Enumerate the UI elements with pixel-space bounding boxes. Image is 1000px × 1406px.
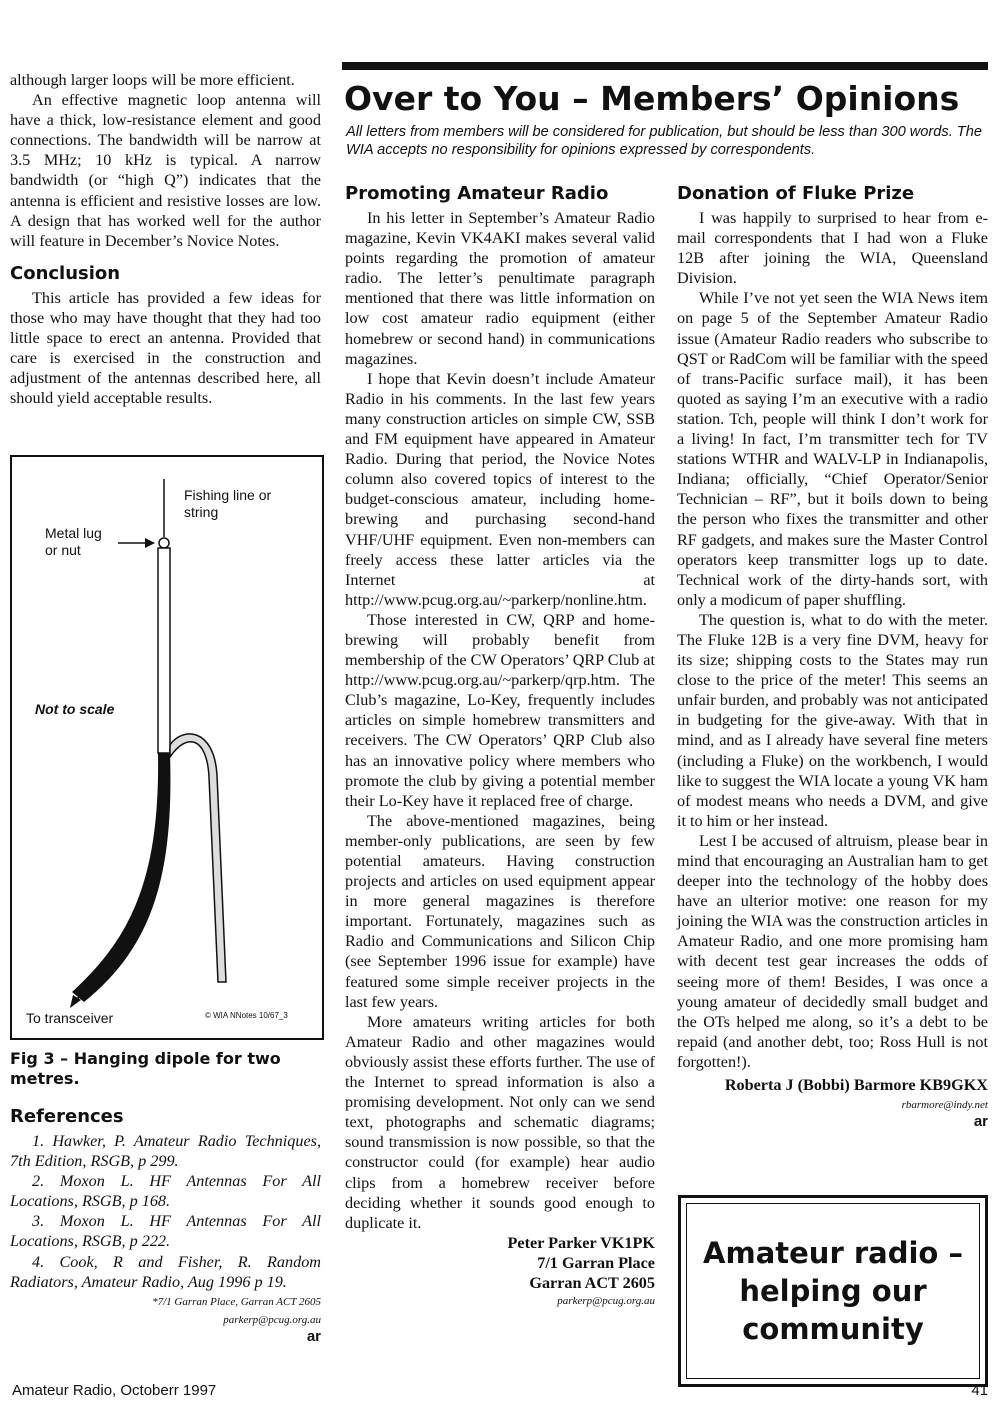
section-rule <box>342 62 988 70</box>
letter2-email: rbarmore@indy.net <box>901 1099 988 1112</box>
letter1-paragraph: In his letter in September’s Amateur Radio magazine, Kevin VK4AKI makes several valid points regarding the promotion of amateur radio. The letter’s penultimate paragraph mentioned that there was little information on low cost amateur radio equipment (either homebrew or second hand) in communications magazines. <box>345 209 655 368</box>
letter1-email: parkerp@pcug.org.au <box>557 1295 655 1308</box>
letter1-paragraph: I hope that Kevin doesn’t include Amateur Radio in his comments. In the last few years many construction articles on simple CW, SSB and FM equipment have appeared in Amateur Radio. During that period, the Novice Notes column also covered topics of interest to the budget-conscious amateur, including home-brewing and purchasing second-hand VHF/UHF equipment. Even non-members can freely access these latter articles via the Internet at http://www.pcug.org.au/~parkerp/nonline.htm. <box>345 369 655 609</box>
section-title: Over to You – Members’ Opinions <box>344 79 960 118</box>
letter1-signature: 7/1 Garran Place <box>537 1253 655 1272</box>
reference-item: 2. Moxon L. HF Antennas For All Locations, RSGB, p 168. <box>10 1172 321 1211</box>
intro-paragraph: although larger loops will be more efficient. <box>10 71 295 89</box>
reference-item: 1. Hawker, P. Amateur Radio Techniques, 7th Edition, RSGB, p 299. <box>10 1132 321 1171</box>
letter1-heading: Promoting Amateur Radio <box>345 183 609 204</box>
label-fishing-line: Fishing line or string <box>184 487 272 520</box>
letter2-paragraph: The question is, what to do with the meter. The Fluke 12B is a very fine DVM, heavy for its size; shipping costs to the States may run close to the price of the meter! This seems an unfair burden, and probably was not anticipated in budgeting for the give-away. With that in mind, and as I already have several fine meters (including a Fluke) on the workbench, I would like to suggest the WIA locate a young VK ham of modest means who needs a DVM, and give it to him or her instead. <box>677 610 988 830</box>
letter2-heading: Donation of Fluke Prize <box>677 183 915 204</box>
figure-copyright: © WIA NNotes 10/67_3 <box>205 1011 288 1020</box>
promo-box <box>678 1195 988 1387</box>
label-metal-lug: Metal lug or nut <box>45 525 102 558</box>
letter1-paragraph: The above-mentioned magazines, being member-only publications, are seen by few potential amateurs. Having construction projects and articles on used equipment appear in more general magazines is therefore important. Fortunately, magazines such as Radio and Communications and Silicon Chip (see September 1996 issue for example) have featured some simple receiver projects in the last few years. <box>345 811 655 1011</box>
figure-hanging-dipole <box>10 455 324 1040</box>
letter1-signature: Peter Parker VK1PK <box>507 1233 655 1252</box>
letter1-paragraph: More amateurs writing articles for both Amateur Radio and other magazines would obviously assist these efforts further. The use of the Internet to spread information is also a promising development. Not only can we send text, photographs and schematic diagrams; sound transmission is now possible, so that the constructor could (for example) hear audio clips from a homebrew receiver before deciding whether it sounds good enough to duplicate it. <box>345 1012 655 1232</box>
intro-paragraph: An effective magnetic loop antenna will have a thick, low-resistance element and good connections. The bandwidth will be narrow at 3.5 MHz; 10 kHz is typical. A narrow bandwidth (or “high Q”) indicates that the antenna is efficient and resistive losses are low. A design that has worked well for the author will feature in December’s Novice Notes. <box>10 91 321 250</box>
references-section <box>10 1106 321 1345</box>
author-address: *7/1 Garran Place, Garran ACT 2605 <box>152 1295 321 1308</box>
letter2-signature: Roberta J (Bobbi) Barmore KB9GKX <box>724 1076 988 1095</box>
letter2-paragraph: I was happily to surprised to hear from e-mail correspondents that I had won a Fluke 12B after joining the WIA, Queensland Division. <box>677 209 988 288</box>
promo-text: Amateur radio – helping our community <box>686 1203 980 1379</box>
letter1-paragraph: Those interested in CW, QRP and home-brewing will probably benefit from membership of the CW Operators’ QRP Club at http://www.pcug.org.au/~parkerp/qrp.htm. The Club’s magazine, Lo-Key, frequently includes articles on simple homebrew transmitters and receivers. The CW Operators’ QRP Club also has an innovative policy where members who promote the club by giving a potential member their Lo-Key have it replaced free of charge. <box>345 610 655 810</box>
reference-item: 3. Moxon L. HF Antennas For All Locations, RSGB, p 222. <box>10 1212 321 1251</box>
label-to-transceiver: To transceiver <box>26 1010 114 1026</box>
coax-braid <box>170 734 226 982</box>
section-subtitle: All letters from members will be considered for publication, but should be less than 300 words. The WIA accepts no responsibility for opinions expressed by correspondents. <box>346 124 982 158</box>
references-heading: References <box>10 1106 124 1127</box>
author-email: parkerp@pcug.org.au <box>223 1313 321 1326</box>
page-footer <box>12 1382 988 1399</box>
letter2-paragraph: While I’ve not yet seen the WIA News item on page 5 of the September Amateur Radio issue (Amateur Radio readers who subscribe to QST or RadCom will be familiar with the speed of trans-Pacific surface mail), it has been quoted as saying I’m an executive with a radio station. Tch, people will think I don’t work for a living! In fact, I’m transmitter tech for TV stations WTHR and WALV-LP in Indianapolis, Indiana; officially, “Chief Operator/Senior Technician – RF”, but it boils down to being the person who fixes the transmitter and other RF gadgets, and makes sure the Master Control operators keep transmitter logs up to date. Technical work of the dirty-hands sort, with only a modicum of paper shuffling. <box>677 289 988 609</box>
letter2-paragraph: Lest I be accused of altruism, please bear in mind that encouraging an Australian ham to get deeper into the technology of the hobby does have an ulterior motive: one reason for my joining the WIA was the construction articles in Amateur Radio, and one more promising ham with decent test gear increases the odds of seeing more of them! Besides, I was once a young amateur of decidedly small budget and the OTs helped me along, so it’s a debt to be repaid (and another debt, too; Ross Hull is not forgotten!). <box>677 831 988 1071</box>
page-number: 41 <box>971 1382 988 1399</box>
conclusion-heading: Conclusion <box>10 262 121 284</box>
metal-lug <box>159 538 169 548</box>
end-mark: ar <box>306 1327 321 1345</box>
letter-donation-fluke-prize <box>677 183 988 1130</box>
footer-publication: Amateur Radio, Octoberr 1997 <box>12 1382 217 1399</box>
figure-caption: Fig 3 – Hanging dipole for two metres. <box>10 1049 281 1088</box>
letter1-signature: Garran ACT 2605 <box>529 1273 655 1292</box>
left-column <box>10 70 321 408</box>
conclusion-paragraph: This article has provided a few ideas for those who may have thought that they had too little space to erect an antenna. Provided that care is exercised in the construction and adjustment of the antennas described here, all should yield acceptable results. <box>10 288 321 408</box>
end-mark: ar <box>973 1113 988 1131</box>
dipole-lower-sleeve <box>72 753 170 1002</box>
intro-text <box>10 70 321 251</box>
dipole-upper-element <box>158 548 170 753</box>
label-not-to-scale: Not to scale <box>35 701 115 717</box>
letter-promoting-amateur-radio <box>345 183 655 1307</box>
reference-item: 4. Cook, R and Fisher, R. Random Radiators, Amateur Radio, Aug 1996 p 19. <box>10 1252 321 1291</box>
